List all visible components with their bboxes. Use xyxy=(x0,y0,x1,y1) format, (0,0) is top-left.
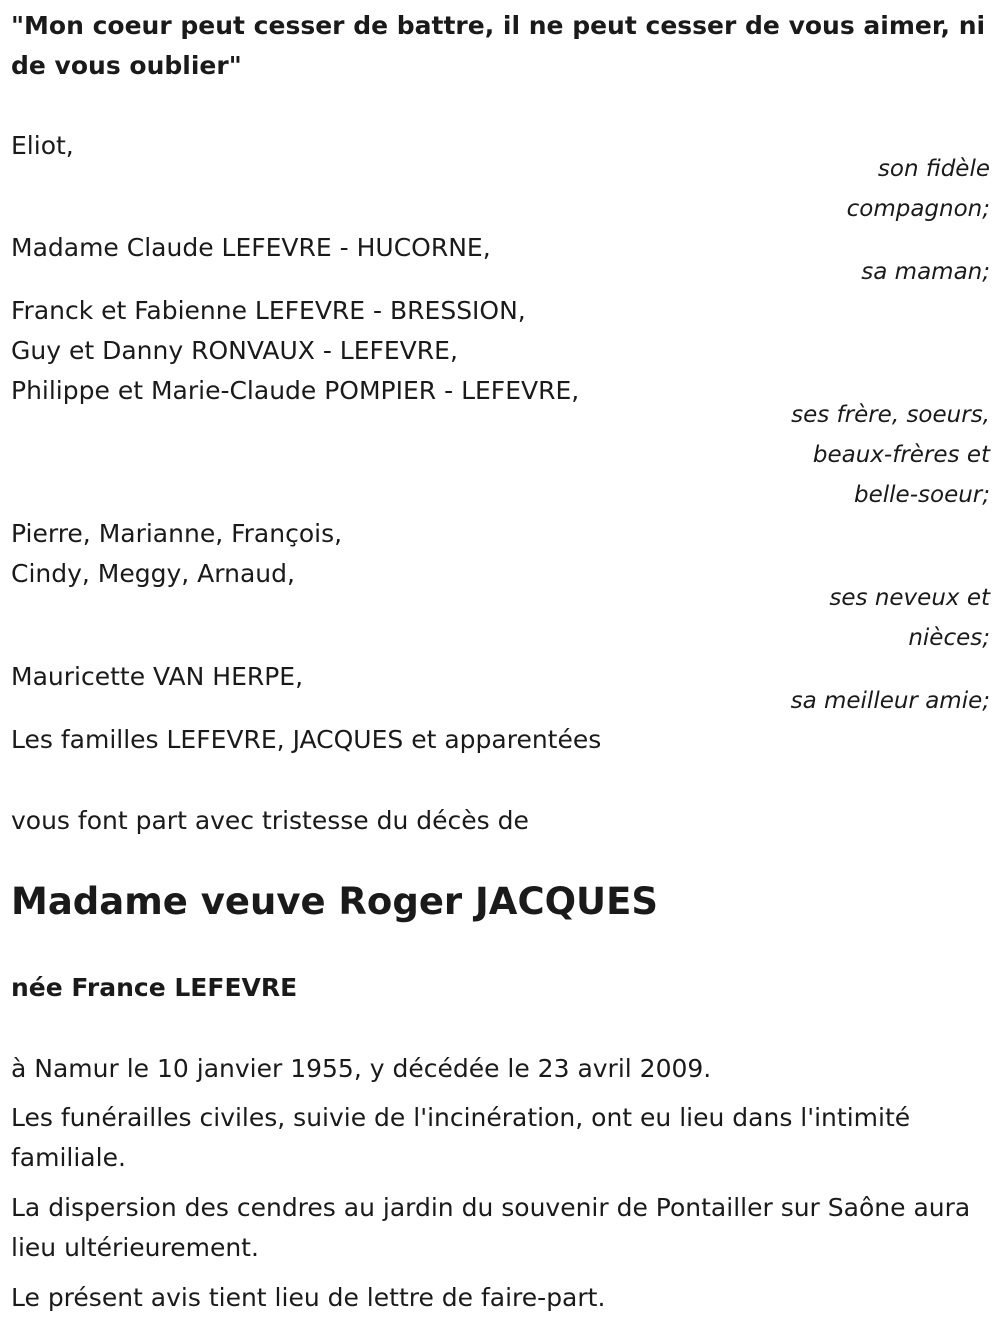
obituary-quote: "Mon coeur peut cesser de battre, il ne peut cesser de vous aimer, ni de vous oublier" xyxy=(11,11,986,80)
birth-death-paragraph: à Namur le 10 janvier 1955, y décédée le 23 avril 2009. xyxy=(11,1054,712,1083)
mourner-role-line: ses neveux et xyxy=(829,585,990,611)
funeral-paragraph: Les funérailles civiles, suivie de l'incinération, ont eu lieu dans l'intimité familiale. xyxy=(11,1103,911,1172)
notice-paragraph: Le présent avis tient lieu de lettre de faire-part. xyxy=(11,1283,606,1312)
mourner-role-line: son fidèle xyxy=(877,156,990,182)
mourner-role-line: compagnon; xyxy=(846,196,990,222)
mourner-line: Franck et Fabienne LEFEVRE - BRESSION, xyxy=(11,296,526,325)
mourner-line: Madame Claude LEFEVRE - HUCORNE, xyxy=(11,233,491,262)
deceased-name: Madame veuve Roger JACQUES xyxy=(11,880,659,923)
mourner-role-line: ses frère, soeurs, xyxy=(791,402,990,428)
mourner-line: Mauricette VAN HERPE, xyxy=(11,662,304,691)
mourner-role-line: nièces; xyxy=(908,625,990,651)
announcement-text: vous font part avec tristesse du décès de xyxy=(11,806,529,835)
mourner-role-line: sa maman; xyxy=(861,259,990,285)
mourner-role-line: sa meilleur amie; xyxy=(790,688,990,714)
mourner-role-line: belle-soeur; xyxy=(854,482,990,508)
mourner-role-line: beaux-frères et xyxy=(812,442,990,468)
mourner-line: Cindy, Meggy, Arnaud, xyxy=(11,559,295,588)
mourner-line: Pierre, Marianne, François, xyxy=(11,519,343,548)
maiden-name: née France LEFEVRE xyxy=(11,973,298,1002)
mourner-line: Philippe et Marie-Claude POMPIER - LEFEVRE, xyxy=(11,376,580,405)
mourner-line: Les familles LEFEVRE, JACQUES et apparentées xyxy=(11,725,602,754)
mourner-line: Guy et Danny RONVAUX - LEFEVRE, xyxy=(11,336,458,365)
mourner-line: Eliot, xyxy=(11,131,74,160)
ashes-paragraph: La dispersion des cendres au jardin du souvenir de Pontailler sur Saône aura lieu ultérieurement. xyxy=(11,1193,971,1262)
